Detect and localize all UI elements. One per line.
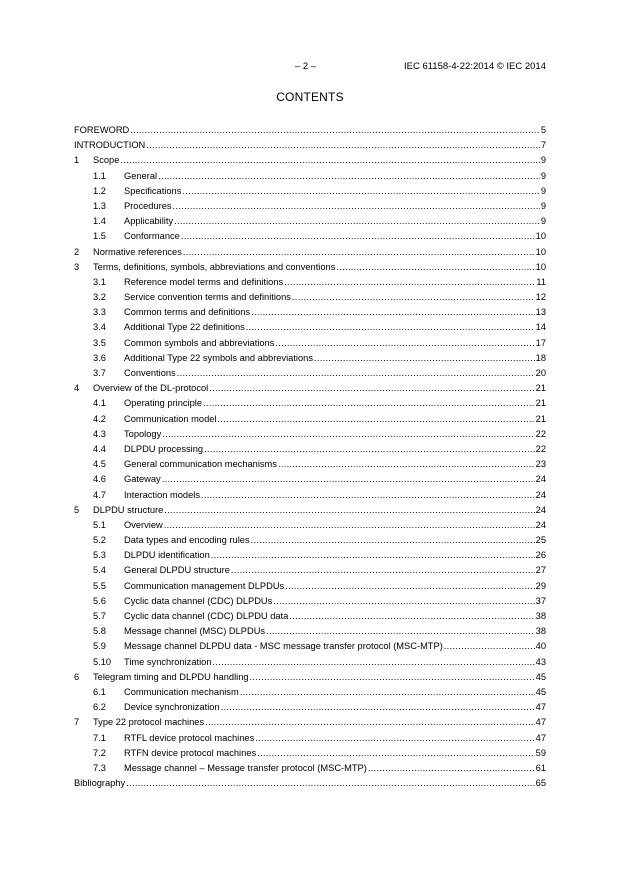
toc-entry-line — [124, 351, 546, 366]
toc-entry-number: 5.8 — [93, 626, 106, 637]
toc-entry[interactable] — [74, 655, 546, 670]
toc-entry-page: 9 — [540, 169, 546, 184]
toc-dot-leader — [273, 594, 534, 609]
toc-entry-number: 5.4 — [93, 565, 106, 576]
toc-entry-number: 4.2 — [93, 413, 106, 424]
toc-entry-number: 1.5 — [93, 231, 106, 242]
toc-dot-leader — [164, 518, 535, 533]
toc-entry-number: 6 — [74, 671, 80, 682]
toc-entry-page: 59 — [535, 746, 546, 761]
toc-entry-page: 47 — [535, 731, 546, 746]
toc-entry-page: 43 — [535, 655, 546, 670]
toc-entry-page: 45 — [535, 685, 546, 700]
toc-entry-title: General communication mechanisms — [124, 457, 278, 472]
toc-entry-number: 2 — [74, 246, 80, 257]
toc-dot-leader — [205, 715, 535, 730]
toc-entry[interactable] — [74, 123, 546, 138]
toc-entry[interactable] — [74, 457, 546, 472]
toc-dot-leader — [240, 685, 535, 700]
toc-dot-leader — [278, 457, 535, 472]
toc-entry-line — [124, 685, 546, 700]
toc-entry-title: Scope — [93, 153, 120, 168]
toc-entry[interactable] — [74, 305, 546, 320]
toc-dot-leader — [289, 609, 534, 624]
toc-dot-leader — [314, 351, 535, 366]
toc-entry-page: 7 — [540, 138, 546, 153]
toc-dot-leader — [257, 746, 535, 761]
toc-entry-page: 20 — [535, 366, 546, 381]
toc-dot-leader — [250, 670, 535, 685]
toc-entry-line — [124, 731, 546, 746]
toc-entry-page: 25 — [535, 533, 546, 548]
toc-entry-page: 38 — [535, 624, 546, 639]
toc-dot-leader — [292, 290, 535, 305]
toc-entry[interactable] — [74, 351, 546, 366]
toc-dot-leader — [209, 381, 534, 396]
toc-dot-leader — [126, 776, 534, 791]
toc-entry-title: Cyclic data channel (CDC) DLPDUs — [124, 594, 273, 609]
toc-entry-title: Type 22 protocol machines — [93, 715, 205, 730]
toc-entry-title: Communication management DLPDUs — [124, 579, 285, 594]
toc-entry-title: Service convention terms and definitions — [124, 290, 292, 305]
toc-entry-title: Message channel (MSC) DLPDUs — [124, 624, 266, 639]
toc-entry[interactable] — [74, 715, 546, 730]
page-header — [0, 61, 620, 75]
toc-entry-title: DLPDU processing — [124, 442, 204, 457]
toc-entry-number: 6.2 — [93, 702, 106, 713]
toc-entry-title: RTFN device protocol machines — [124, 746, 257, 761]
toc-entry[interactable] — [74, 624, 546, 639]
toc-dot-leader — [444, 639, 535, 654]
toc-entry[interactable] — [74, 229, 546, 244]
toc-entry-line — [124, 488, 546, 503]
toc-entry-title: Terms, definitions, symbols, abbreviations and conventions — [93, 260, 336, 275]
toc-entry[interactable] — [74, 533, 546, 548]
toc-entry-number: 7 — [74, 717, 80, 728]
toc-dot-leader — [162, 472, 535, 487]
toc-entry-title: Common terms and definitions — [124, 305, 251, 320]
toc-entry-title: Overview — [124, 518, 164, 533]
toc-entry-page: 24 — [535, 488, 546, 503]
toc-entry-title: General — [124, 169, 158, 184]
toc-dot-leader — [218, 412, 535, 427]
toc-entry-page: 9 — [540, 184, 546, 199]
toc-entry[interactable] — [74, 518, 546, 533]
toc-entry-line — [124, 472, 546, 487]
toc-dot-leader — [158, 169, 540, 184]
toc-entry-title: DLPDU structure — [93, 503, 164, 518]
toc-dot-leader — [177, 366, 535, 381]
toc-entry-page: 10 — [535, 245, 546, 260]
toc-entry-number: 7.1 — [93, 732, 106, 743]
toc-entry-number: 3.3 — [93, 307, 106, 318]
toc-entry-line — [124, 624, 546, 639]
toc-entry-title: Applicability — [124, 214, 174, 229]
toc-entry-line — [124, 199, 546, 214]
toc-entry[interactable] — [74, 700, 546, 715]
toc-dot-leader — [146, 138, 540, 153]
toc-dot-leader — [221, 700, 535, 715]
toc-entry-title: Procedures — [124, 199, 173, 214]
toc-entry-line — [93, 153, 546, 168]
toc-entry-title: DLPDU identification — [124, 548, 211, 563]
toc-entry-number: 4.3 — [93, 428, 106, 439]
toc-entry[interactable] — [74, 609, 546, 624]
toc-dot-leader — [164, 503, 534, 518]
toc-entry-number: 4.6 — [93, 474, 106, 485]
toc-entry-line — [124, 427, 546, 442]
toc-entry-line — [124, 214, 546, 229]
toc-dot-leader — [285, 579, 534, 594]
toc-entry-title: Telegram timing and DLPDU handling — [93, 670, 250, 685]
toc-entry-page: 23 — [535, 457, 546, 472]
toc-dot-leader — [183, 245, 535, 260]
toc-entry-page: 47 — [535, 700, 546, 715]
toc-entry[interactable] — [74, 290, 546, 305]
toc-entry-line — [124, 320, 546, 335]
toc-entry-line — [124, 290, 546, 305]
toc-entry-number: 3 — [74, 261, 80, 272]
toc-entry[interactable] — [74, 245, 546, 260]
toc-entry-title: Conformance — [124, 229, 181, 244]
toc-entry-line — [93, 503, 546, 518]
toc-entry-number: 3.1 — [93, 276, 106, 287]
toc-entry-number: 4.4 — [93, 443, 106, 454]
toc-dot-leader — [251, 305, 535, 320]
toc-entry-line — [124, 563, 546, 578]
toc-dot-leader — [203, 396, 535, 411]
toc-entry-number: 4.5 — [93, 459, 106, 470]
document-id: IEC 61158-4-22:2014 © IEC 2014 — [403, 61, 546, 72]
toc-dot-leader — [368, 761, 535, 776]
toc-entry-title: INTRODUCTION — [74, 138, 146, 153]
toc-entry-title: Device synchronization — [124, 700, 221, 715]
toc-entry[interactable] — [74, 169, 546, 184]
toc-entry-page: 17 — [535, 336, 546, 351]
toc-entry-title: Gateway — [124, 472, 162, 487]
toc-entry-number: 5.1 — [93, 519, 106, 530]
toc-entry-page: 5 — [540, 123, 546, 138]
toc-entry[interactable] — [74, 184, 546, 199]
toc-entry[interactable] — [74, 639, 546, 654]
toc-entry[interactable] — [74, 579, 546, 594]
toc-entry-line — [124, 396, 546, 411]
toc-entry-number: 1.2 — [93, 185, 106, 196]
toc-entry-title: Message channel DLPDU data - MSC message transfer protocol (MSC-MTP) — [124, 639, 444, 654]
toc-entry-page: 21 — [535, 412, 546, 427]
toc-entry-page: 10 — [535, 229, 546, 244]
toc-entry-number: 3.4 — [93, 322, 106, 333]
toc-entry[interactable] — [74, 336, 546, 351]
toc-entry[interactable] — [74, 320, 546, 335]
toc-dot-leader — [275, 336, 534, 351]
toc-entry[interactable] — [74, 260, 546, 275]
toc-dot-leader — [130, 123, 540, 138]
toc-entry-page: 9 — [540, 214, 546, 229]
page-number: – 2 – — [295, 61, 317, 72]
toc-dot-leader — [173, 199, 540, 214]
toc-entry-title: Additional Type 22 symbols and abbreviations — [124, 351, 314, 366]
toc-entry-number: 3.7 — [93, 368, 106, 378]
toc-entry-number: 5.9 — [93, 641, 106, 652]
toc-entry-line — [93, 260, 546, 275]
toc-entry-number: 5.3 — [93, 550, 106, 561]
toc-entry-line — [124, 305, 546, 320]
toc-entry-number: 3.6 — [93, 352, 106, 363]
toc-entry-line — [74, 776, 546, 791]
toc-entry-line — [74, 138, 546, 153]
toc-entry-page: 21 — [535, 381, 546, 396]
toc-entry-number: 5 — [74, 504, 80, 515]
toc-entry-title: Bibliography — [74, 776, 126, 791]
toc-entry-number: 4 — [74, 383, 80, 394]
toc-entry-line — [93, 670, 546, 685]
toc-dot-leader — [213, 655, 535, 670]
toc-entry[interactable] — [74, 670, 546, 685]
toc-entry-line — [124, 412, 546, 427]
toc-dot-leader — [255, 731, 534, 746]
toc-entry-page: 38 — [535, 609, 546, 624]
toc-entry-page: 12 — [535, 290, 546, 305]
toc-entry-line — [124, 609, 546, 624]
toc-dot-leader — [336, 260, 534, 275]
toc-entry-page: 22 — [535, 427, 546, 442]
toc-entry-title: Cyclic data channel (CDC) DLPDU data — [124, 609, 289, 624]
toc-entry-line — [124, 366, 546, 381]
toc-entry[interactable] — [74, 746, 546, 761]
toc-entry-line — [93, 245, 546, 260]
toc-entry-number: 1.3 — [93, 200, 106, 211]
toc-entry-title: Data types and encoding rules — [124, 533, 251, 548]
toc-entry[interactable] — [74, 138, 546, 153]
toc-entry[interactable] — [74, 199, 546, 214]
toc-entry-page: 24 — [535, 503, 546, 518]
toc-entry-title: FOREWORD — [74, 123, 130, 138]
toc-entry-page: 40 — [535, 639, 546, 654]
page-title: CONTENTS — [276, 90, 344, 104]
toc-entry-line — [124, 655, 546, 670]
toc-entry[interactable] — [74, 776, 546, 791]
toc-entry-title: Additional Type 22 definitions — [124, 320, 246, 335]
toc-entry-page: 45 — [535, 670, 546, 685]
toc-entry-title: Topology — [124, 427, 162, 442]
toc-entry-title: Operating principle — [124, 396, 203, 411]
toc-entry-line — [124, 518, 546, 533]
toc-entry-line — [124, 548, 546, 563]
toc-dot-leader — [181, 229, 535, 244]
toc-dot-leader — [284, 275, 535, 290]
toc-entry[interactable] — [74, 381, 546, 396]
toc-entry-line — [124, 184, 546, 199]
toc-entry[interactable] — [74, 548, 546, 563]
toc-entry-page: 24 — [535, 472, 546, 487]
toc-entry-line — [74, 123, 546, 138]
toc-entry-line — [124, 746, 546, 761]
toc-entry-line — [124, 169, 546, 184]
toc-dot-leader — [174, 214, 540, 229]
toc-entry-number: 5.2 — [93, 535, 106, 546]
toc-entry-title: Overview of the DL-protocol — [93, 381, 209, 396]
toc-entry-page: 9 — [540, 153, 546, 168]
toc-entry-number: 5.7 — [93, 611, 106, 621]
toc-entry[interactable] — [74, 427, 546, 442]
toc-entry-number: 6.1 — [93, 686, 106, 697]
toc-entry[interactable] — [74, 685, 546, 700]
toc-entry-page: 37 — [535, 594, 546, 609]
toc-entry-page: 22 — [535, 442, 546, 457]
toc-entry-page: 9 — [540, 199, 546, 214]
toc-entry-line — [124, 229, 546, 244]
toc-entry-line — [124, 700, 546, 715]
toc-entry-number: 5.10 — [93, 656, 112, 667]
toc-entry-title: Normative references — [93, 245, 183, 260]
toc-dot-leader — [201, 488, 535, 503]
toc-entry-line — [93, 381, 546, 396]
toc-entry-page: 21 — [535, 396, 546, 411]
toc-entry-page: 13 — [535, 305, 546, 320]
toc-entry-title: General DLPDU structure — [124, 563, 231, 578]
toc-entry-line — [124, 594, 546, 609]
toc-entry-line — [124, 761, 546, 776]
toc-entry-title: Specifications — [124, 184, 182, 199]
toc-dot-leader — [162, 427, 534, 442]
toc-entry[interactable] — [74, 153, 546, 168]
toc-entry[interactable] — [74, 366, 546, 381]
toc-entry-number: 7.2 — [93, 747, 106, 758]
toc-entry[interactable] — [74, 214, 546, 229]
toc-entry-page: 29 — [535, 579, 546, 594]
toc-entry-number: 1 — [74, 155, 80, 166]
toc-dot-leader — [204, 442, 535, 457]
toc-entry-number: 4.1 — [93, 398, 106, 409]
toc-entry-page: 27 — [535, 563, 546, 578]
toc-dot-leader — [231, 563, 535, 578]
toc-entry-title: Reference model terms and definitions — [124, 275, 284, 290]
toc-entry-page: 24 — [535, 518, 546, 533]
toc-entry-page: 47 — [535, 715, 546, 730]
toc-entry-number: 7.3 — [93, 762, 106, 773]
toc-entry-title: RTFL device protocol machines — [124, 731, 255, 746]
toc-entry-page: 11 — [535, 275, 546, 290]
toc-dot-leader — [182, 184, 539, 199]
toc-entry[interactable] — [74, 412, 546, 427]
toc-entry-number: 5.5 — [93, 580, 106, 591]
toc-entry[interactable] — [74, 396, 546, 411]
toc-entry-line — [124, 442, 546, 457]
toc-entry[interactable] — [74, 488, 546, 503]
toc-entry-page: 10 — [535, 260, 546, 275]
table-of-contents — [74, 123, 546, 791]
toc-entry-title: Time synchronization — [124, 655, 213, 670]
toc-entry-line — [93, 715, 546, 730]
toc-entry-line — [124, 336, 546, 351]
toc-entry-number: 3.2 — [93, 292, 106, 303]
toc-entry-line — [124, 639, 546, 654]
toc-entry-title: Communication mechanism — [124, 685, 240, 700]
toc-entry-page: 26 — [535, 548, 546, 563]
toc-entry-line — [124, 457, 546, 472]
toc-dot-leader — [251, 533, 535, 548]
toc-dot-leader — [211, 548, 535, 563]
toc-entry-title: Conventions — [124, 366, 177, 381]
toc-entry-title: Interaction models — [124, 488, 201, 503]
toc-dot-leader — [120, 153, 539, 168]
toc-entry[interactable] — [74, 594, 546, 609]
toc-entry-page: 14 — [535, 320, 546, 335]
toc-entry-line — [124, 275, 546, 290]
toc-entry-title: Message channel – Message transfer protocol (MSC-MTP) — [124, 761, 368, 776]
toc-entry[interactable] — [74, 275, 546, 290]
toc-entry-title: Common symbols and abbreviations — [124, 336, 275, 351]
toc-dot-leader — [246, 320, 535, 335]
toc-entry-number: 1.4 — [93, 216, 106, 227]
toc-entry-number: 4.7 — [93, 489, 106, 500]
toc-entry-title: Communication model — [124, 412, 218, 427]
toc-entry[interactable] — [74, 472, 546, 487]
toc-entry[interactable] — [74, 761, 546, 776]
toc-entry-number: 1.1 — [93, 170, 106, 181]
toc-dot-leader — [266, 624, 535, 639]
toc-entry[interactable] — [74, 503, 546, 518]
toc-entry-page: 65 — [535, 776, 546, 791]
toc-entry-page: 18 — [535, 351, 546, 366]
toc-entry-line — [124, 533, 546, 548]
toc-entry[interactable] — [74, 442, 546, 457]
toc-entry[interactable] — [74, 563, 546, 578]
toc-entry-number: 3.5 — [93, 337, 106, 348]
toc-entry-number: 5.6 — [93, 595, 106, 606]
toc-entry[interactable] — [74, 731, 546, 746]
toc-entry-line — [124, 579, 546, 594]
toc-entry-page: 61 — [535, 761, 546, 776]
